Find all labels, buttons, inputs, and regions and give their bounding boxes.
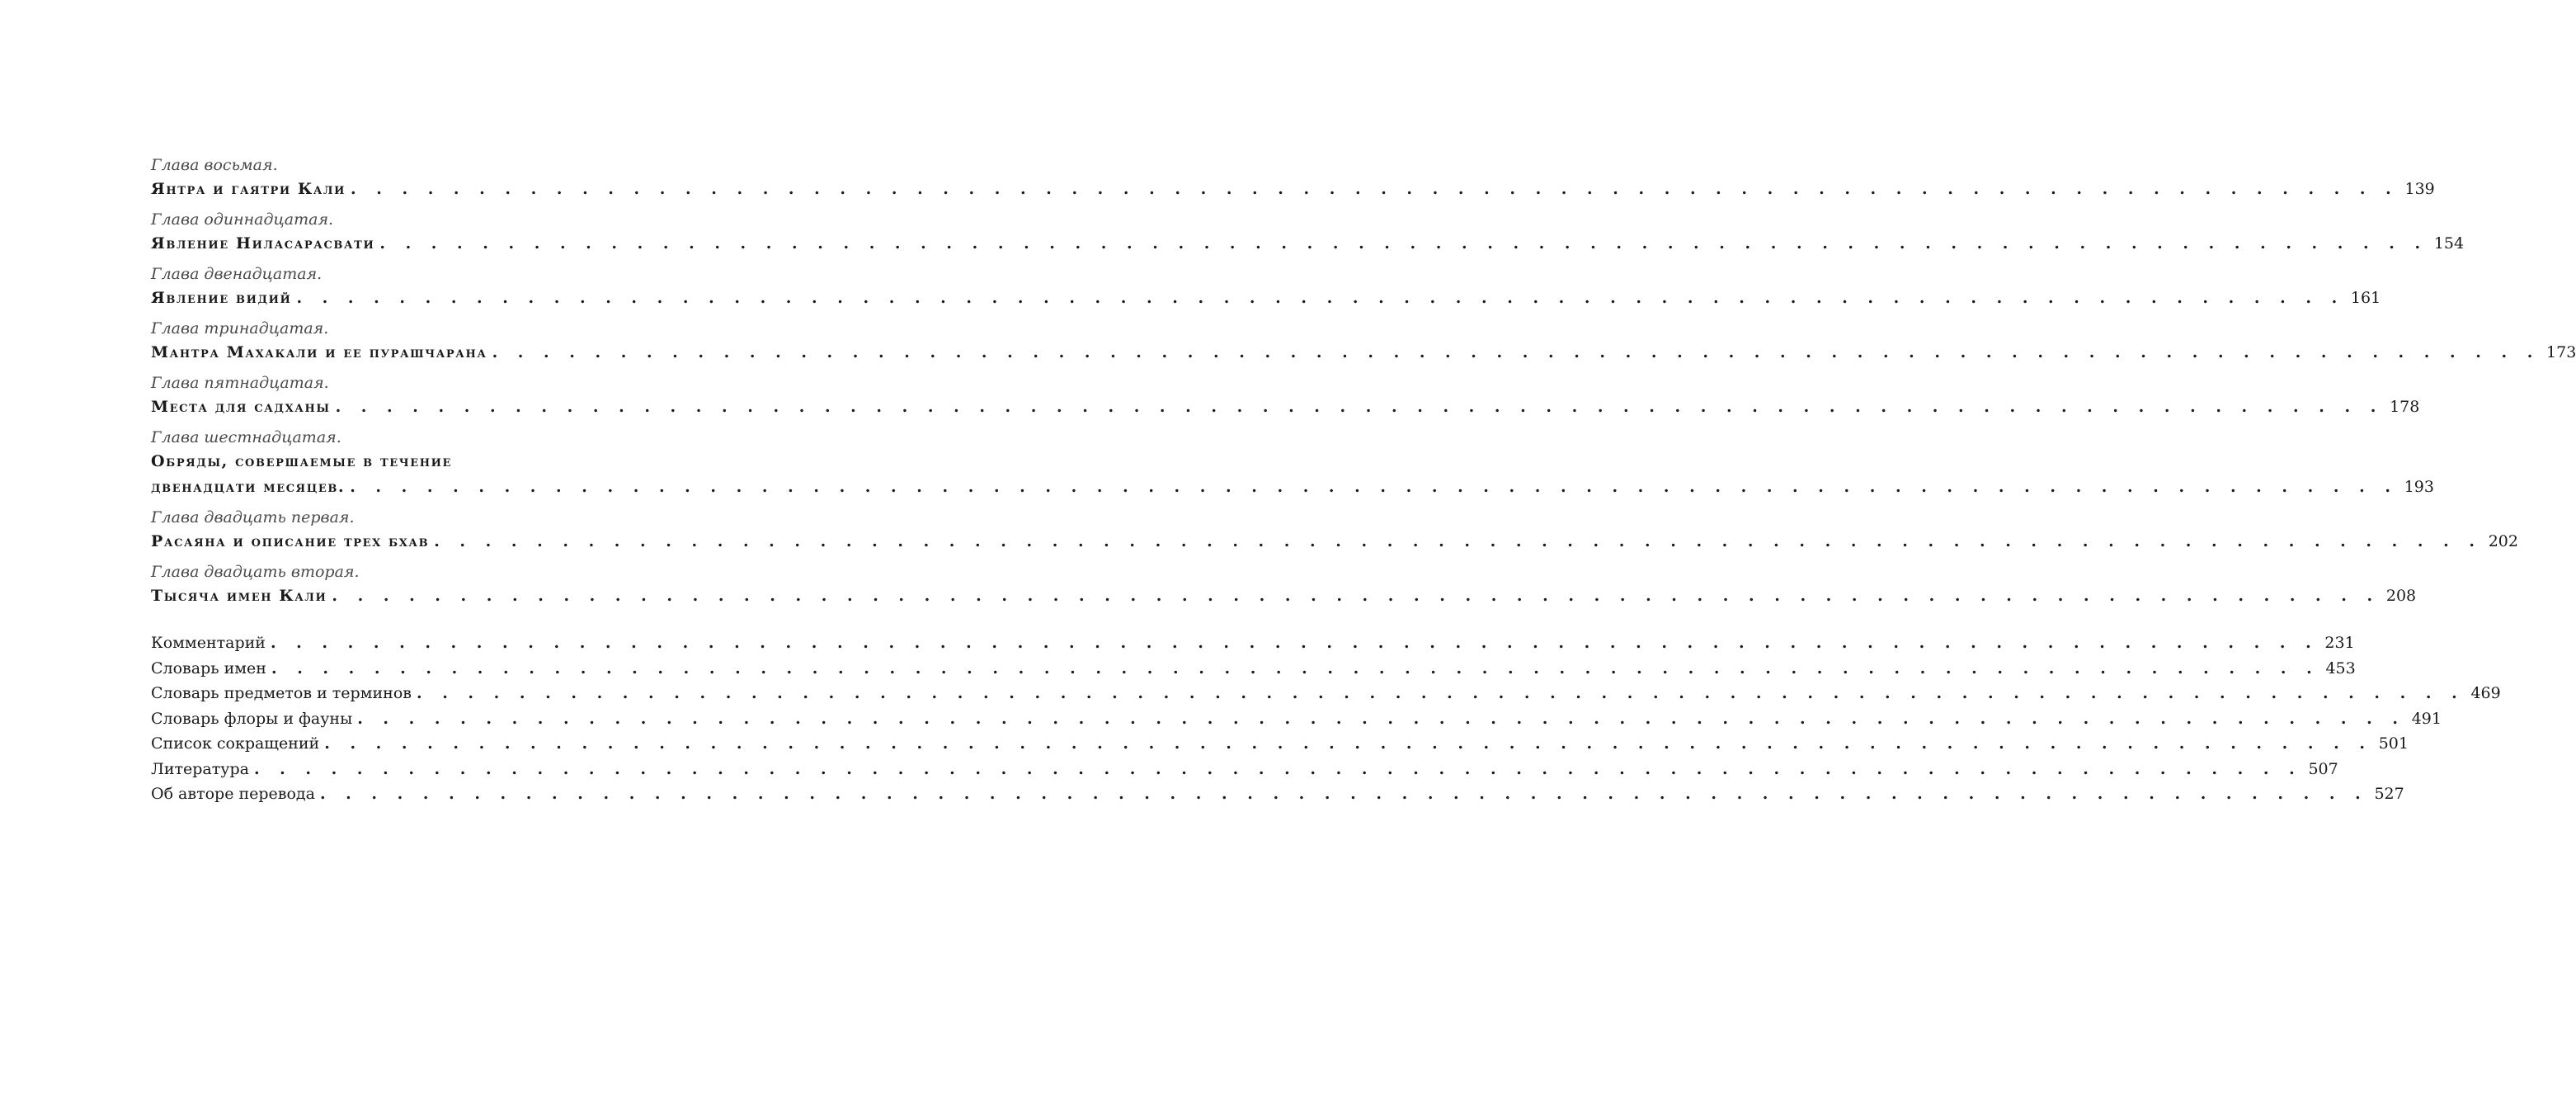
chapter-title-line — [151, 231, 2465, 257]
entry-title: Явление Ниласарасвати — [151, 234, 375, 253]
entry-title: Комментарий — [151, 634, 266, 652]
page-number: 231 — [2324, 634, 2355, 652]
entry-title: Янтра и гаятри Кали — [151, 180, 346, 198]
chapter-title-line — [151, 394, 2420, 420]
dot-leader: . . . . . . . . . . . . . . . . . . . . . . . . . . . . . . . . . . . . . . . . . . . . . . . . . . . . . . . . . . . . . . . . . . . . . . . . . . . . . . . . — [350, 478, 2398, 496]
chapter-entry — [151, 371, 2420, 420]
dot-leader: . . . . . . . . . . . . . . . . . . . . . . . . . . . . . . . . . . . . . . . . . . . . . . . . . . . . . . . . . . . . . . . . . . . . . . . . . . . . . . . . — [357, 709, 2405, 728]
chapter-title-line — [151, 286, 2381, 311]
chapter-entry — [151, 208, 2465, 257]
dot-leader: . . . . . . . . . . . . . . . . . . . . . . . . . . . . . . . . . . . . . . . . . . . . . . . . . . . . . . . . . . . . . . . . . . . . . . . . . . . . . . . . — [434, 532, 2482, 550]
back-matter-entry — [151, 681, 2501, 706]
chapter-title-line — [151, 177, 2435, 202]
back-matter-entry — [151, 781, 2404, 807]
entry-title: двенадцати месяцев. — [151, 478, 346, 496]
entry-title: Словарь предметов и терминов — [151, 684, 412, 702]
dot-leader: . . . . . . . . . . . . . . . . . . . . . . . . . . . . . . . . . . . . . . . . . . . . . . . . . . . . . . . . . . . . . . . . . . . . . . . . . . . . . . . . — [379, 234, 2428, 253]
chapter-label: Глава тринадцатая. — [151, 319, 329, 338]
chapter-title-line — [151, 474, 2434, 500]
back-matter-list — [151, 630, 2501, 807]
dot-leader: . . . . . . . . . . . . . . . . . . . . . . . . . . . . . . . . . . . . . . . . . . . . . . . . . . . . . . . . . . . . . . . . . . . . . . . . . . . . . . . . — [416, 684, 2465, 702]
page-number: 139 — [2404, 180, 2435, 198]
page-number: 178 — [2390, 398, 2420, 416]
chapter-label: Глава шестнадцатая. — [151, 428, 341, 446]
page-number: 453 — [2325, 659, 2356, 677]
page-number: 161 — [2350, 289, 2381, 307]
entry-title: Об авторе перевода — [151, 785, 315, 803]
dot-leader: . . . . . . . . . . . . . . . . . . . . . . . . . . . . . . . . . . . . . . . . . . . . . . . . . . . . . . . . . . . . . . . . . . . . . . . . . . . . . . . . — [271, 659, 2319, 677]
chapter-entry — [151, 153, 2435, 202]
dot-leader: . . . . . . . . . . . . . . . . . . . . . . . . . . . . . . . . . . . . . . . . . . . . . . . . . . . . . . . . . . . . . . . . . . . . . . . . . . . . . . . . — [351, 180, 2399, 198]
page-number: 507 — [2308, 759, 2338, 778]
chapter-label: Глава двадцать вторая. — [151, 563, 360, 581]
chapter-entry — [151, 426, 2434, 500]
dot-leader: . . . . . . . . . . . . . . . . . . . . . . . . . . . . . . . . . . . . . . . . . . . . . . . . . . . . . . . . . . . . . . . . . . . . . . . . . . . . . . . . — [324, 734, 2372, 753]
dot-leader: . . . . . . . . . . . . . . . . . . . . . . . . . . . . . . . . . . . . . . . . . . . . . . . . . . . . . . . . . . . . . . . . . . . . . . . . . . . . . . . . — [335, 398, 2384, 416]
entry-title: Словарь имен — [151, 659, 266, 677]
entry-title: Места для садханы — [151, 398, 331, 416]
page-number: 208 — [2385, 587, 2417, 605]
page-number: 193 — [2404, 478, 2434, 496]
page-number: 202 — [2488, 532, 2518, 550]
entry-title: Словарь флоры и фауны — [151, 709, 353, 728]
back-matter-entry — [151, 757, 2338, 782]
dot-leader: . . . . . . . . . . . . . . . . . . . . . . . . . . . . . . . . . . . . . . . . . . . . . . . . . . . . . . . . . . . . . . . . . . . . . . . . . . . . . . . . — [319, 785, 2368, 803]
chapter-list — [151, 153, 2576, 609]
dot-leader: . . . . . . . . . . . . . . . . . . . . . . . . . . . . . . . . . . . . . . . . . . . . . . . . . . . . . . . . . . . . . . . . . . . . . . . . . . . . . . . . — [296, 289, 2345, 307]
entry-title: Тысяча имен Кали — [151, 587, 327, 605]
page-number: 173 — [2546, 343, 2576, 361]
back-matter-entry — [151, 630, 2355, 656]
chapter-title-line — [151, 449, 683, 474]
entry-title: Список сокращений — [151, 734, 320, 753]
entry-title: Мантра Махакали и ее пурашчарана — [151, 343, 487, 361]
entry-title: Литература — [151, 759, 249, 778]
entry-title: Обряды, совершаемые в течение — [151, 452, 453, 470]
chapter-label: Глава двадцать первая. — [151, 508, 355, 526]
chapter-title-line — [151, 529, 2518, 555]
dot-leader: . . . . . . . . . . . . . . . . . . . . . . . . . . . . . . . . . . . . . . . . . . . . . . . . . . . . . . . . . . . . . . . . . . . . . . . . . . . . . . . . — [332, 587, 2381, 605]
chapter-entry — [151, 317, 2576, 366]
page-number: 491 — [2411, 709, 2442, 728]
dot-leader: . . . . . . . . . . . . . . . . . . . . . . . . . . . . . . . . . . . . . . . . . . . . . . . . . . . . . . . . . . . . . . . . . . . . . . . . . . . . . . . . — [253, 759, 2302, 778]
chapter-entry — [151, 506, 2518, 555]
chapter-title-line — [151, 340, 2576, 366]
page-number: 469 — [2470, 684, 2501, 702]
entry-title: Расаяна и описание трех бхав — [151, 532, 430, 550]
back-matter-entry — [151, 706, 2442, 732]
chapter-label: Глава одиннадцатая. — [151, 210, 334, 229]
dot-leader: . . . . . . . . . . . . . . . . . . . . . . . . . . . . . . . . . . . . . . . . . . . . . . . . . . . . . . . . . . . . . . . . . . . . . . . . . . . . . . . . — [270, 634, 2319, 652]
table-of-contents — [151, 153, 2576, 807]
page-number: 527 — [2374, 785, 2404, 803]
chapter-entry — [151, 262, 2381, 311]
back-matter-entry — [151, 656, 2356, 682]
chapter-label: Глава двенадцатая. — [151, 265, 323, 283]
chapter-label: Глава пятнадцатая. — [151, 374, 329, 392]
chapter-entry — [151, 560, 2417, 609]
page-number: 154 — [2433, 234, 2465, 253]
dot-leader: . . . . . . . . . . . . . . . . . . . . . . . . . . . . . . . . . . . . . . . . . . . . . . . . . . . . . . . . . . . . . . . . . . . . . . . . . . . . . . . . — [492, 343, 2541, 361]
page-number: 501 — [2378, 734, 2409, 753]
back-matter-entry — [151, 731, 2409, 757]
chapter-title-line — [151, 583, 2417, 609]
entry-title: Явление видий — [151, 289, 292, 307]
chapter-label: Глава восьмая. — [151, 156, 278, 174]
